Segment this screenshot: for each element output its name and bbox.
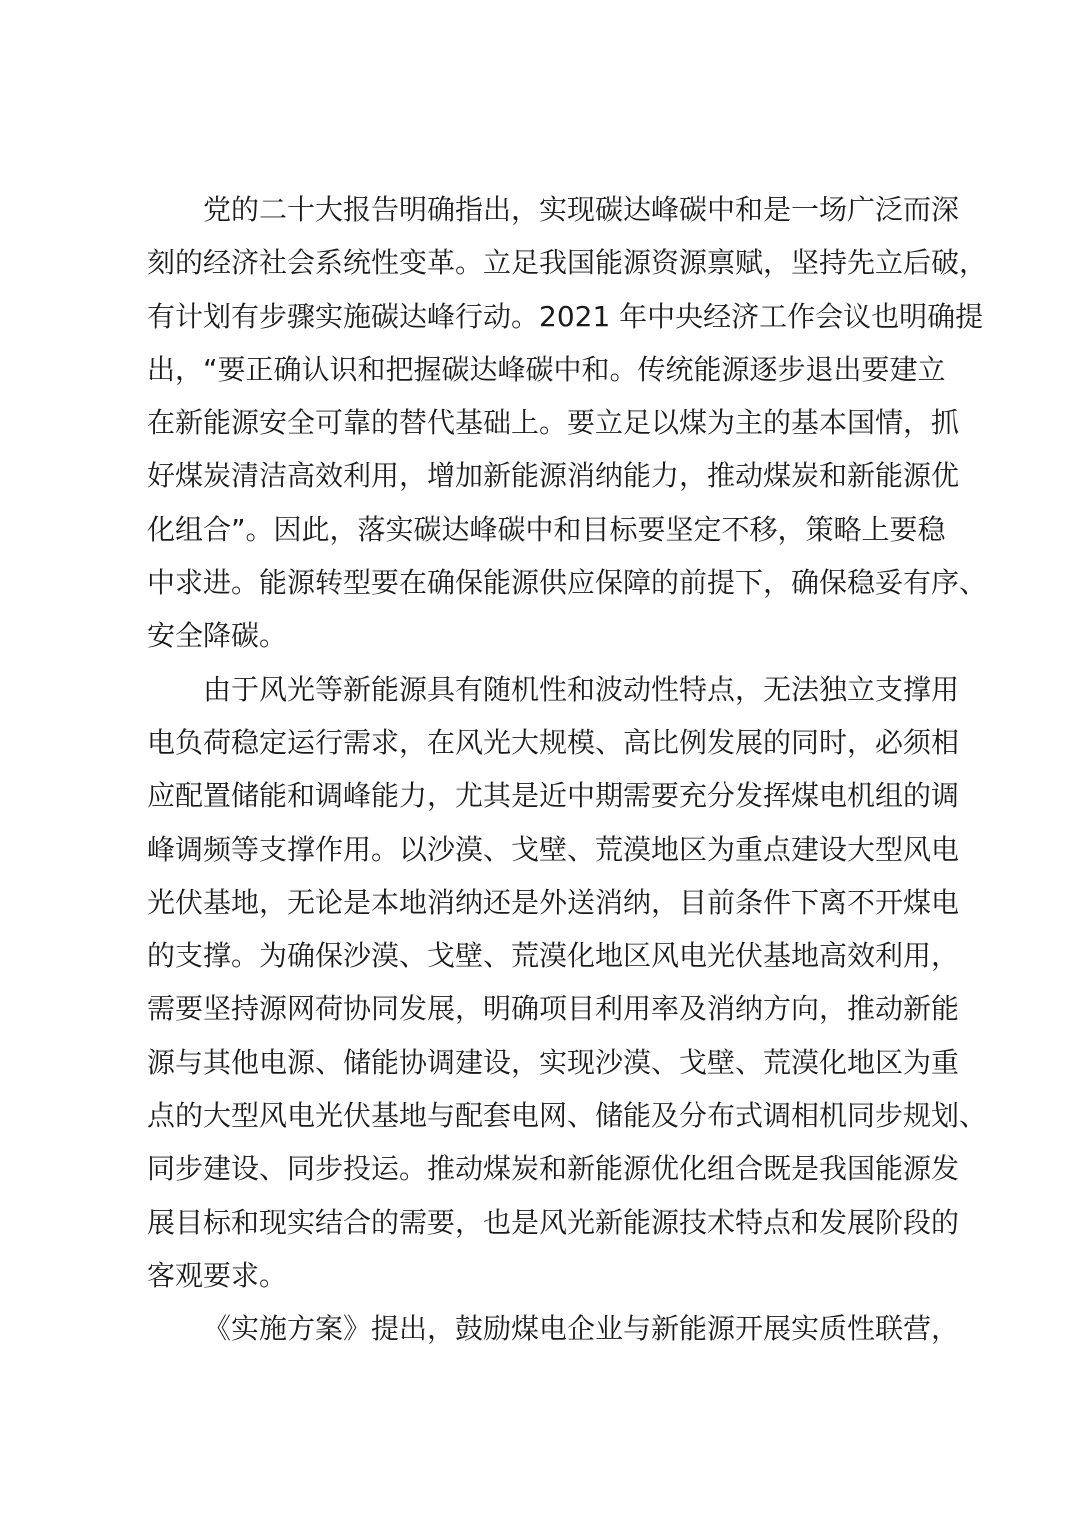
paragraph-line: 党的二十大报告明确指出，实现碳达峰碳中和是一场广泛而深 (203, 193, 960, 226)
paragraph-line: 中求进。能源转型要在确保能源供应保障的前提下，确保稳妥有序、 (147, 566, 988, 600)
paragraph-line: 出，“要正确认识和把握碳达峰碳中和。传统能源逐步退出要建立 (147, 352, 946, 386)
paragraph-line: 客观要求。 (147, 1258, 288, 1292)
paragraph-line: 展目标和现实结合的需要，也是风光新能源技术特点和发展阶段的 (147, 1205, 960, 1239)
paragraph-line: 同步建设、同步投运。推动煤炭和新能源优化组合既是我国能源发 (147, 1152, 960, 1186)
paragraph-line: 在新能源安全可靠的替代基础上。要立足以煤为主的基本国情，抓 (147, 406, 960, 440)
paragraph-line: 光伏基地，无论是本地消纳还是外送消纳，目前条件下离不开煤电 (147, 885, 960, 919)
paragraph-line: 电负荷稳定运行需求，在风光大规模、高比例发展的同时，必须相 (147, 725, 960, 759)
paragraph-line: 的支撑。为确保沙漠、戈壁、荒漠化地区风电光伏基地高效利用， (147, 939, 960, 973)
paragraph-line: 由于风光等新能源具有随机性和波动性特点，无法独立支撑用 (203, 672, 960, 706)
paragraph-line: 刻的经济社会系统性变革。立足我国能源资源禀赋，坚持先立后破， (147, 246, 988, 280)
paragraph-line: 需要坚持源网荷协同发展，明确项目利用率及消纳方向，推动新能 (147, 992, 960, 1026)
paragraph-line: 点的大型风电光伏基地与配套电网、储能及分布式调相机同步规划、 (147, 1099, 988, 1133)
paragraph-3 (147, 1302, 960, 1355)
paragraph-line: 源与其他电源、储能协调建设，实现沙漠、戈壁、荒漠化地区为重 (147, 1045, 960, 1079)
paragraph-line: 应配置储能和调峰能力，尤其是近中期需要充分发挥煤电机组的调 (147, 779, 960, 813)
paragraph-line: 化组合”。因此，落实碳达峰碳中和目标要坚定不移，策略上要稳 (147, 512, 946, 546)
paragraph-1 (147, 183, 988, 663)
paragraph-line: 峰调频等支撑作用。以沙漠、戈壁、荒漠地区为重点建设大型风电 (147, 832, 960, 866)
paragraph-line: 好煤炭清洁高效利用，增加新能源消纳能力，推动煤炭和新能源优 (147, 459, 960, 493)
paragraph-line: 安全降碳。 (147, 619, 288, 653)
paragraph-line: 《实施方案》提出，鼓励煤电企业与新能源开展实质性联营， (203, 1312, 960, 1346)
document-body (147, 183, 988, 1356)
paragraph-2 (147, 663, 988, 1303)
paragraph-line: 有计划有步骤实施碳达峰行动。2021 年中央经济工作会议也明确提 (147, 299, 984, 333)
